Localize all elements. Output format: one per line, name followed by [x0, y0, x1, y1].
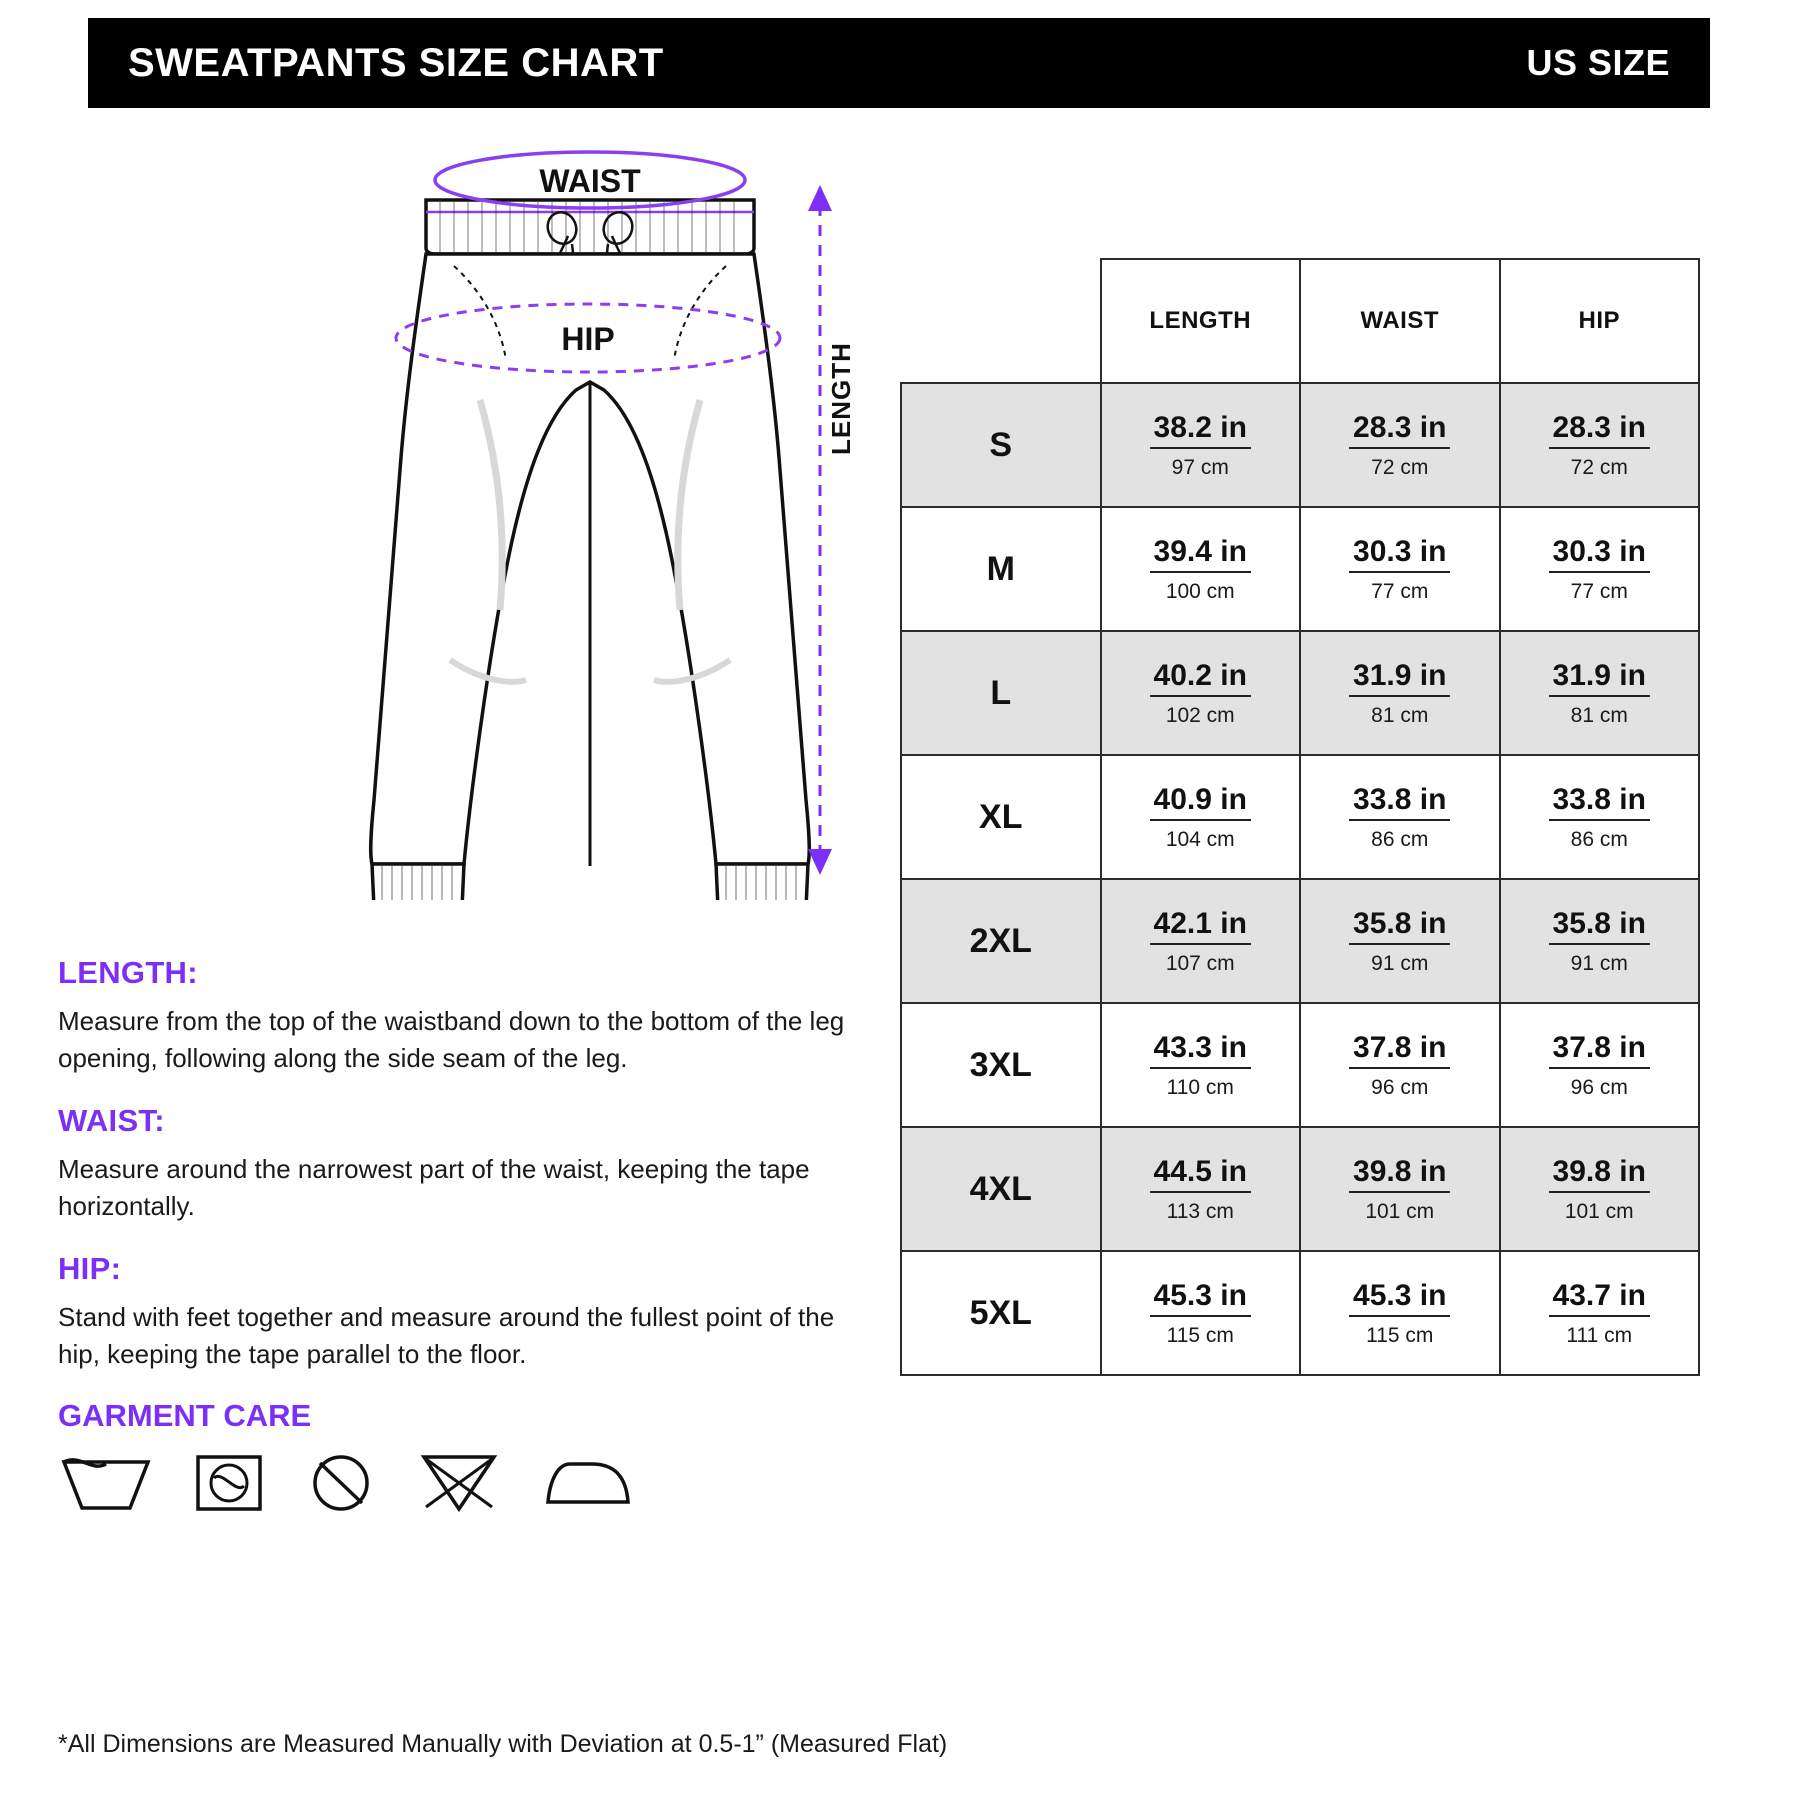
value-centimeters: 96 cm [1371, 1075, 1429, 1099]
value-centimeters: 102 cm [1165, 703, 1235, 727]
table-row [901, 383, 1699, 507]
value-centimeters: 77 cm [1570, 579, 1628, 603]
value-inches: 31.9 in [1349, 659, 1450, 697]
value-centimeters: 77 cm [1371, 579, 1429, 603]
column-header-waist: WAIST [1300, 259, 1500, 383]
value-inches: 39.8 in [1549, 1155, 1650, 1193]
hip-callout-label: HIP [561, 321, 615, 357]
cell-length [1101, 507, 1301, 631]
value-inches: 37.8 in [1349, 1031, 1450, 1069]
value-centimeters: 81 cm [1570, 703, 1628, 727]
cell-hip [1500, 383, 1700, 507]
do-not-dry-clean-icon [416, 1452, 502, 1514]
hand-wash-icon [58, 1452, 154, 1514]
size-label: 2XL [901, 879, 1101, 1003]
iron-icon [540, 1452, 636, 1514]
cell-waist [1300, 879, 1500, 1003]
do-not-bleach-icon [304, 1452, 378, 1514]
instruction-title-length: LENGTH: [58, 955, 198, 990]
table-row [901, 755, 1699, 879]
instruction-body-length: Measure from the top of the waistband down to the bottom of the leg opening, following along the side seam of the leg. [58, 1006, 845, 1073]
value-inches: 30.3 in [1549, 535, 1650, 573]
cell-length [1101, 755, 1301, 879]
value-inches: 40.2 in [1150, 659, 1251, 697]
instruction-body-waist: Measure around the narrowest part of the waist, keeping the tape horizontally. [58, 1153, 810, 1221]
value-centimeters: 96 cm [1570, 1075, 1628, 1099]
value-centimeters: 100 cm [1165, 579, 1235, 603]
value-centimeters: 113 cm [1166, 1199, 1234, 1223]
cell-hip [1500, 755, 1700, 879]
cell-hip [1500, 1127, 1700, 1251]
value-centimeters: 107 cm [1165, 951, 1235, 975]
column-header-hip: HIP [1500, 259, 1700, 383]
value-centimeters: 115 cm [1166, 1323, 1234, 1347]
value-inches: 39.4 in [1150, 535, 1251, 573]
garment-care-title: GARMENT CARE [58, 1398, 312, 1434]
value-centimeters: 111 cm [1566, 1323, 1633, 1347]
value-centimeters: 101 cm [1564, 1199, 1634, 1223]
size-chart-table [900, 258, 1700, 1376]
cell-length [1101, 1003, 1301, 1127]
cell-length [1101, 1127, 1301, 1251]
cell-waist [1300, 1127, 1500, 1251]
table-row [901, 879, 1699, 1003]
measurement-instructions [58, 955, 858, 1536]
size-label: XL [901, 755, 1101, 879]
cell-waist [1300, 1003, 1500, 1127]
sweatpants-illustration [330, 140, 850, 900]
cell-waist [1300, 1251, 1500, 1375]
size-table-wrapper [900, 258, 1700, 1376]
value-inches: 44.5 in [1150, 1155, 1251, 1193]
value-inches: 39.8 in [1349, 1155, 1450, 1193]
value-inches: 33.8 in [1549, 783, 1650, 821]
value-centimeters: 110 cm [1166, 1075, 1234, 1099]
cell-hip [1500, 1251, 1700, 1375]
size-label: L [901, 631, 1101, 755]
cell-length [1101, 631, 1301, 755]
column-header-length: LENGTH [1101, 259, 1301, 383]
value-centimeters: 91 cm [1570, 951, 1628, 975]
cell-waist [1300, 631, 1500, 755]
value-centimeters: 86 cm [1371, 827, 1429, 851]
value-inches: 28.3 in [1349, 411, 1450, 449]
value-inches: 28.3 in [1549, 411, 1650, 449]
cell-length [1101, 383, 1301, 507]
table-corner-cell [901, 259, 1101, 383]
length-measure-arrow [790, 185, 850, 875]
value-inches: 30.3 in [1349, 535, 1450, 573]
page-header [88, 18, 1710, 108]
value-centimeters: 97 cm [1171, 455, 1229, 479]
value-centimeters: 72 cm [1570, 455, 1628, 479]
value-inches: 31.9 in [1549, 659, 1650, 697]
value-centimeters: 115 cm [1366, 1323, 1434, 1347]
value-inches: 43.3 in [1150, 1031, 1251, 1069]
length-callout-label: LENGTH [826, 342, 856, 455]
cell-waist [1300, 755, 1500, 879]
value-inches: 35.8 in [1549, 907, 1650, 945]
value-inches: 45.3 in [1349, 1279, 1450, 1317]
size-label: 5XL [901, 1251, 1101, 1375]
value-inches: 42.1 in [1150, 907, 1251, 945]
size-label: S [901, 383, 1101, 507]
instruction-title-waist: WAIST: [58, 1102, 165, 1138]
table-row [901, 1003, 1699, 1127]
value-centimeters: 101 cm [1365, 1199, 1435, 1223]
value-inches: 37.8 in [1549, 1031, 1650, 1069]
cell-hip [1500, 631, 1700, 755]
table-row [901, 1251, 1699, 1375]
cell-waist [1300, 383, 1500, 507]
tumble-dry-icon [192, 1452, 266, 1514]
page-title: SWEATPANTS SIZE CHART [128, 40, 664, 85]
value-centimeters: 91 cm [1371, 951, 1429, 975]
unit-system-label: US SIZE [1526, 42, 1670, 83]
value-inches: 33.8 in [1349, 783, 1450, 821]
value-centimeters: 72 cm [1371, 455, 1429, 479]
cell-hip [1500, 879, 1700, 1003]
size-label: M [901, 507, 1101, 631]
waist-callout-label: WAIST [539, 163, 641, 199]
instruction-title-hip: HIP: [58, 1250, 122, 1286]
value-centimeters: 81 cm [1371, 703, 1429, 727]
cell-length [1101, 879, 1301, 1003]
value-inches: 43.7 in [1549, 1279, 1650, 1317]
cell-waist [1300, 507, 1500, 631]
cell-length [1101, 1251, 1301, 1375]
cell-hip [1500, 1003, 1700, 1127]
cell-hip [1500, 507, 1700, 631]
value-centimeters: 104 cm [1165, 827, 1235, 851]
instruction-body-hip: Stand with feet together and measure around the fullest point of the hip, keeping the tape parallel to the floor. [58, 1301, 835, 1369]
measurement-footnote: *All Dimensions are Measured Manually with Deviation at 0.5-1” (Measured Flat) [58, 1730, 948, 1758]
value-centimeters: 86 cm [1570, 827, 1628, 851]
size-label: 4XL [901, 1127, 1101, 1251]
value-inches: 40.9 in [1150, 783, 1251, 821]
garment-care-icon-row [58, 1452, 858, 1514]
table-header-row [901, 259, 1699, 383]
value-inches: 45.3 in [1150, 1279, 1251, 1317]
size-label: 3XL [901, 1003, 1101, 1127]
value-inches: 38.2 in [1150, 411, 1251, 449]
table-row [901, 631, 1699, 755]
table-row [901, 1127, 1699, 1251]
value-inches: 35.8 in [1349, 907, 1450, 945]
table-row [901, 507, 1699, 631]
